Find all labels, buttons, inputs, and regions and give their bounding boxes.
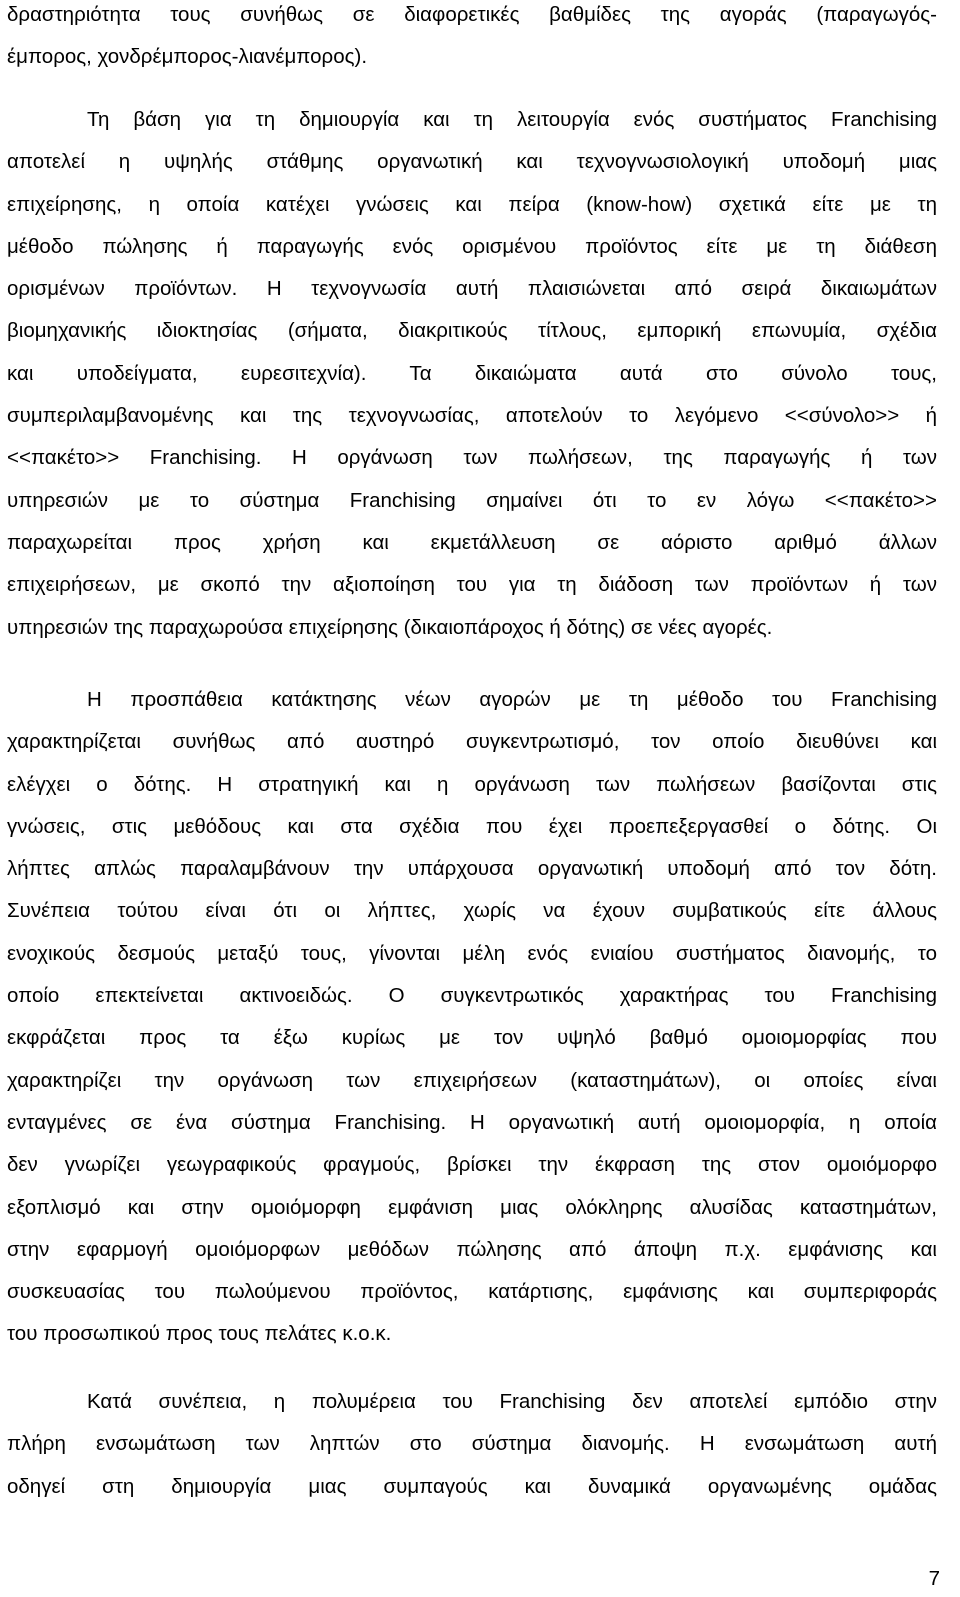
text-line: ορισμένων προϊόντων. Η τεχνογνωσία αυτή πλαισιώνεται από σειρά δικαιωμάτων (7, 277, 937, 301)
text-line: παραχωρείται προς χρήση και εκμετάλλευση σε αόριστο αριθμό άλλων (7, 530, 937, 554)
text-line: βιομηχανικής ιδιοκτησίας (σήματα, διακριτικούς τίτλους, εμπορική επωνυμία, σχέδια (7, 319, 937, 343)
text-line: εκφράζεται προς τα έξω κυρίως με τον υψηλό βαθμό ομοιομορφίας που (7, 1026, 937, 1050)
text-line: ενοχικούς δεσμούς μεταξύ τους, γίνονται μέλη ενός ενιαίου συστήματος διανομής, το (7, 941, 937, 965)
text-line: ελέγχει ο δότης. Η στρατηγική και η οργάνωση των πωλήσεων βασίζονται στις (7, 772, 937, 796)
paragraph-1 (7, 3, 937, 88)
paragraph-3 (7, 688, 937, 1365)
text-line: επιχείρησης, η οποία κατέχει γνώσεις και πείρα (know-how) σχετικά είτε με τη (7, 192, 937, 216)
text-line: του προσωπικού προς τους πελάτες κ.ο.κ. (7, 1322, 392, 1346)
text-line: πλήρη ενσωμάτωση των ληπτών στο σύστημα διανομής. Η ενσωμάτωση αυτή (7, 1432, 937, 1456)
text-line: χαρακτηρίζει την οργάνωση των επιχειρήσεων (καταστημάτων), οι οποίες είναι (7, 1068, 937, 1092)
text-line: μέθοδο πώλησης ή παραγωγής ενός ορισμένου προϊόντος είτε με τη διάθεση (7, 234, 937, 258)
text-line: Συνέπεια τούτου είναι ότι οι λήπτες, χωρίς να έχουν συμβατικούς είτε άλλους (7, 899, 937, 923)
text-line: <<πακέτο>> Franchising. Η οργάνωση των πωλήσεων, της παραγωγής ή των (7, 446, 937, 470)
text-line: Κατά συνέπεια, η πολυμέρεια του Franchising δεν αποτελεί εμπόδιο στην (87, 1390, 937, 1413)
text-line: συσκευασίας του πωλούμενου προϊόντος, κατάρτισης, εμφάνισης και συμπεριφοράς (7, 1280, 937, 1304)
text-line: Τη βάση για τη δημιουργία και τη λειτουργία ενός συστήματος Franchising (87, 108, 937, 131)
text-line: δεν γνωρίζει γεωγραφικούς φραγμούς, βρίσκει την έκφραση της στον ομοιόμορφο (7, 1153, 937, 1177)
text-line: υπηρεσιών της παραχωρούσα επιχείρησης (δικαιοπάροχος ή δότης) σε νέες αγορές. (7, 615, 773, 639)
text-line: συμπεριλαμβανομένης και της τεχνογνωσίας, αποτελούν το λεγόμενο <<σύνολο>> ή (7, 404, 937, 428)
paragraph-2 (7, 108, 937, 658)
text-line: Η προσπάθεια κατάκτησης νέων αγορών με τη μέθοδο του Franchising (87, 688, 937, 711)
text-line: γνώσεις, στις μεθόδους και στα σχέδια που έχει προεπεξεργασθεί ο δότης. Οι (7, 814, 937, 838)
text-line: οποίο επεκτείνεται ακτινοειδώς. Ο συγκεντρωτικός χαρακτήρας του Franchising (7, 984, 937, 1008)
text-line: οδηγεί στη δημιουργία μιας συμπαγούς και δυναμικά οργανωμένης ομάδας (7, 1474, 937, 1498)
text-line: αποτελεί η υψηλής στάθμης οργανωτική και τεχνογνωσιολογική υποδομή μιας (7, 150, 937, 174)
text-line: και υποδείγματα, ευρεσιτεχνία). Τα δικαιώματα αυτά στο σύνολο τους, (7, 361, 937, 385)
text-line: λήπτες απλώς παραλαμβάνουν την υπάρχουσα οργανωτική υποδομή από τον δότη. (7, 857, 937, 881)
paragraph-4 (7, 1390, 937, 1517)
text-line: στην εφαρμογή ομοιόμορφων μεθόδων πώλησης από άποψη π.χ. εμφάνισης και (7, 1237, 937, 1261)
text-line: υπηρεσιών με το σύστημα Franchising σημαίνει ότι το εν λόγω <<πακέτο>> (7, 488, 937, 512)
text-line: εξοπλισμό και στην ομοιόμορφη εμφάνιση μιας ολόκληρης αλυσίδας καταστημάτων, (7, 1195, 937, 1219)
text-line: επιχειρήσεων, με σκοπό την αξιοποίηση του για τη διάδοση των προϊόντων ή των (7, 573, 937, 597)
page-number: 7 (928, 1567, 940, 1590)
text-line: έμπορος, χονδρέμπορος-λιανέμπορος). (7, 45, 368, 69)
text-line: δραστηριότητα τους συνήθως σε διαφορετικές βαθμίδες της αγοράς (παραγωγός- (7, 3, 937, 26)
text-line: ενταγμένες σε ένα σύστημα Franchising. Η οργανωτική αυτή ομοιομορφία, η οποία (7, 1110, 937, 1134)
text-line: χαρακτηρίζεται συνήθως από αυστηρό συγκεντρωτισμό, τον οποίο διευθύνει και (7, 730, 937, 754)
